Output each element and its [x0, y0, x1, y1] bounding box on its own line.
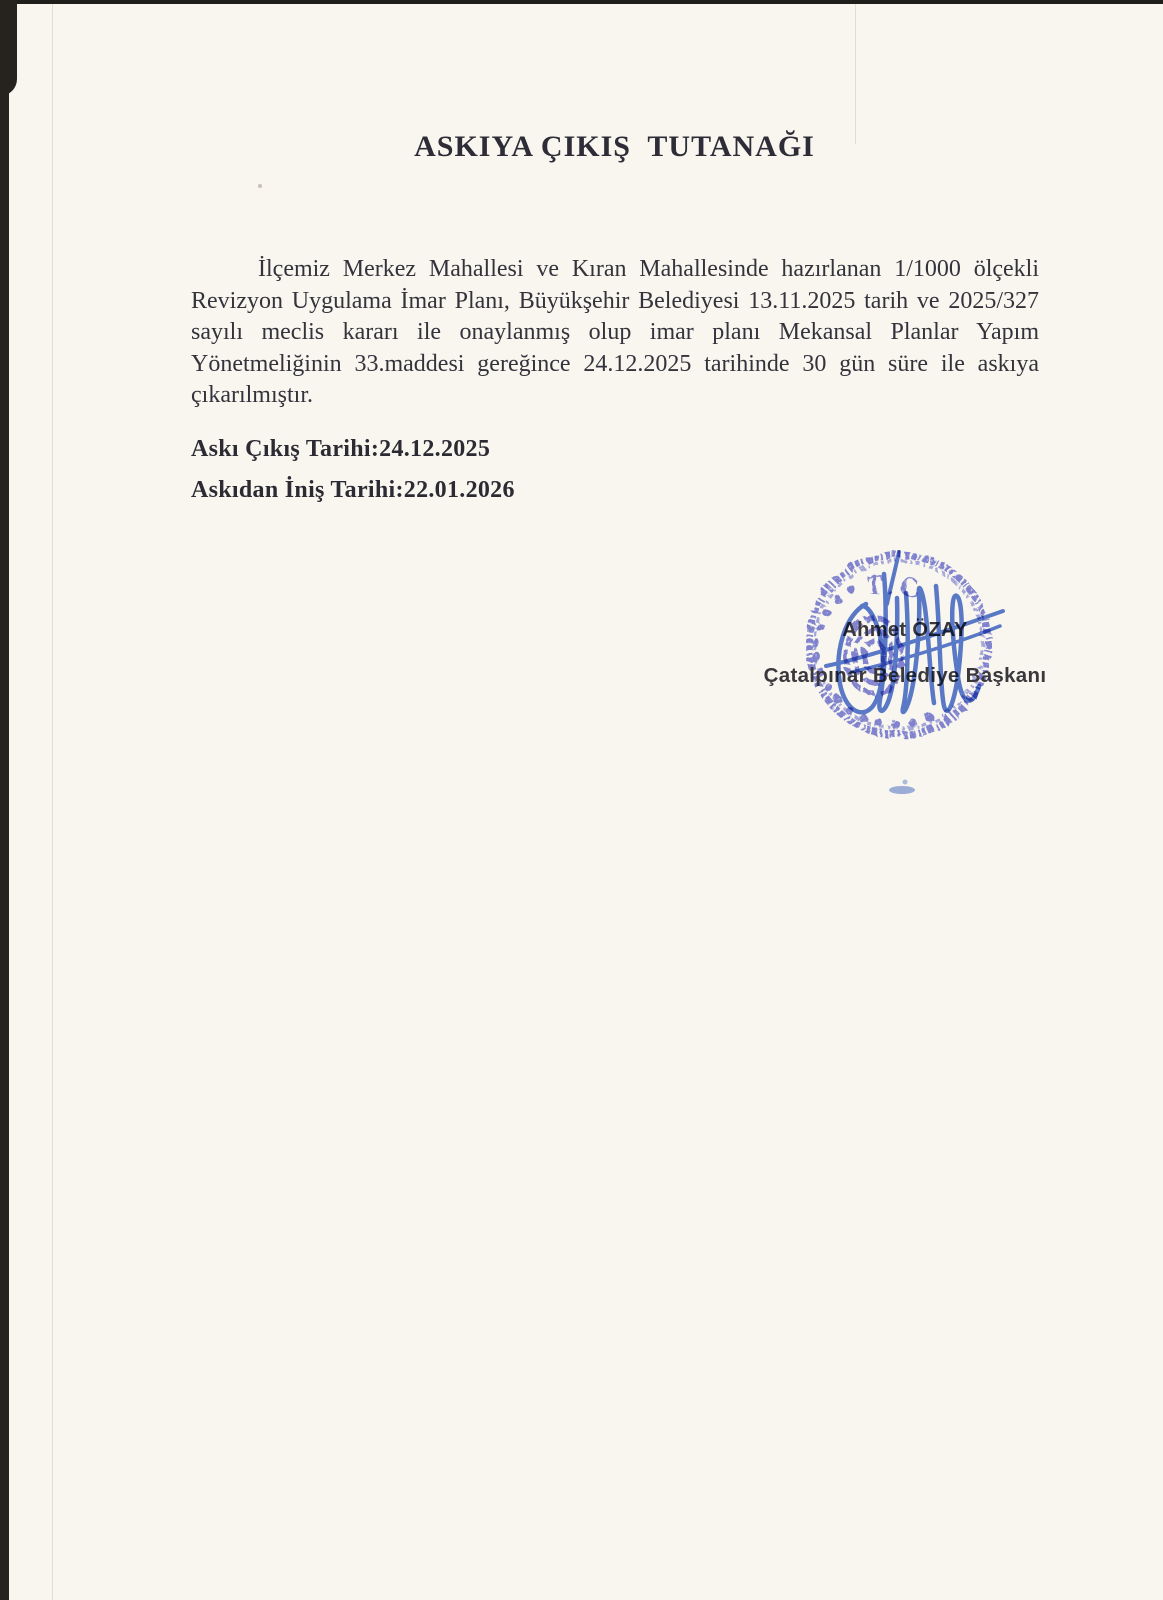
paper-crease: [855, 4, 856, 144]
hang-end-date-line: Askıdan İniş Tarihi:22.01.2026: [191, 477, 515, 503]
scan-edge-left-corner: [0, 0, 17, 96]
paper-crease: [52, 4, 53, 1600]
document-title: ASKIYA ÇIKIŞ TUTANAĞI: [414, 130, 815, 163]
hang-start-date-line: Askı Çıkış Tarihi:24.12.2025: [191, 436, 491, 462]
scan-edge-left: [0, 0, 9, 1600]
scan-edge-top: [0, 0, 1163, 4]
paper-speck: [258, 184, 262, 188]
signer-name: Ahmet ÖZAY: [842, 619, 968, 641]
body-paragraph: İlçemiz Merkez Mahallesi ve Kıran Mahallesinde hazırlanan 1/1000 ölçekli Revizyon Uygulama İmar Planı, Büyükşehir Belediyesi 13.11.2025 tarih ve 2025/327 sayılı meclis kararı ile onaylanmış olup imar planı Mekansal Planlar Yapım Yönetmeliğinin 33.maddesi gereğince 24.12.2025 tarihinde 30 gün süre ile askıya çıkarılmıştır.: [191, 256, 1039, 409]
stamp-tc-text: T.C: [863, 567, 924, 601]
signer-title: Çatalpınar Belediye Başkanı: [763, 664, 1047, 687]
signature-block: [760, 538, 1050, 824]
